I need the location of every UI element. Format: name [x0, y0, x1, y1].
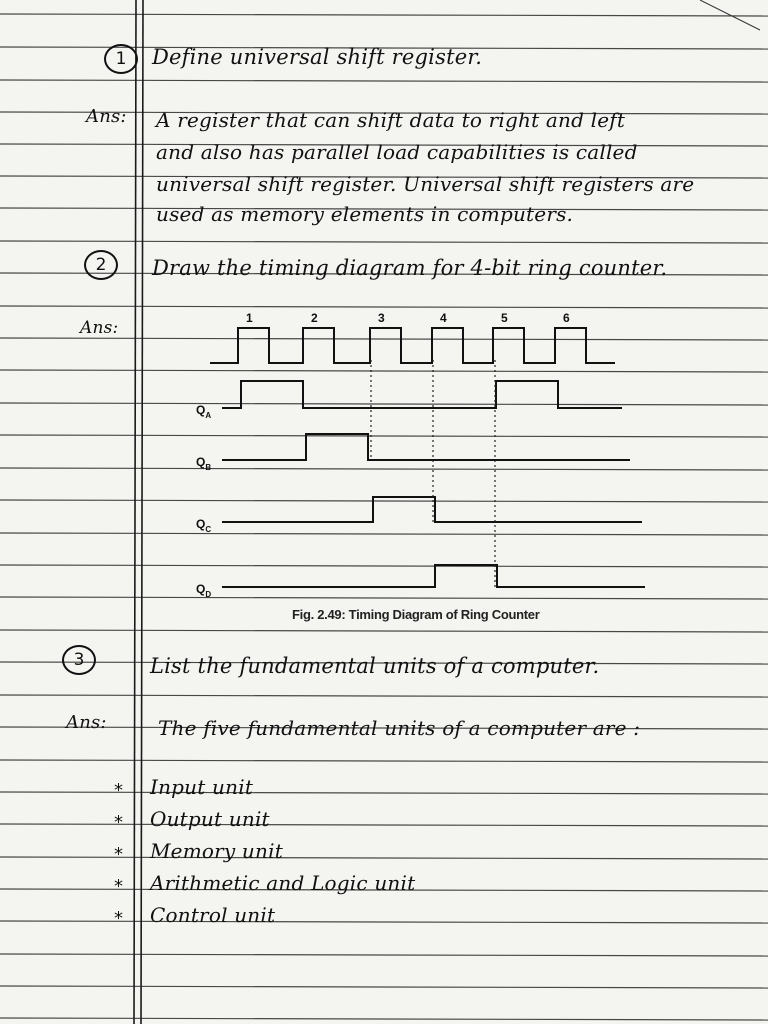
answer-1-line-2: and also has parallel load capabilities is called	[156, 140, 638, 164]
list-item-alu: Arithmetic and Logic unit	[150, 871, 416, 895]
bullet-marker: *	[114, 908, 123, 929]
signal-label: $Q_A$	[196, 403, 212, 420]
bullet-marker: *	[114, 876, 123, 897]
signal-waveform	[222, 565, 645, 587]
signal-waveform	[222, 434, 630, 460]
signal-label: $Q_C$	[196, 517, 212, 534]
answer-3-intro: The five fundamental units of a computer are :	[158, 716, 641, 740]
question-number-3: 3	[62, 645, 96, 675]
signal-waveform	[222, 497, 642, 522]
list-item-memory-unit: Memory unit	[150, 839, 283, 863]
question-1-text: Define universal shift register.	[152, 45, 483, 69]
list-item-input-unit: Input unit	[150, 775, 254, 799]
clock-pulse-label: 2	[311, 311, 318, 325]
bullet-marker: *	[114, 780, 123, 801]
signal-label: $Q_D$	[196, 582, 212, 599]
clock-pulse-label: 3	[378, 311, 385, 325]
bullet-marker: *	[114, 844, 123, 865]
question-3-text: List the fundamental units of a computer.	[150, 654, 600, 678]
ring-counter-timing-diagram	[190, 305, 660, 635]
question-number-2: 2	[84, 250, 118, 280]
signal-label: $Q_B$	[196, 455, 212, 472]
answer-1-line-1: A register that can shift data to right and left	[156, 108, 626, 132]
clock-pulse-label: 4	[440, 311, 447, 325]
signal-waveform	[222, 381, 622, 408]
answer-1-line-4: used as memory elements in computers.	[156, 202, 574, 226]
question-number-1: 1	[104, 44, 138, 74]
clock-pulse-label: 1	[246, 311, 253, 325]
clock-pulse-label: 6	[563, 311, 570, 325]
answer-1-line-3: universal shift register. Universal shift registers are	[156, 172, 695, 196]
answer-label-1: Ans:	[86, 106, 127, 127]
answer-label-3: Ans:	[66, 712, 107, 733]
bullet-marker: *	[114, 812, 123, 833]
list-item-control-unit: Control unit	[150, 903, 276, 927]
answer-label-2: Ans:	[80, 318, 119, 338]
clock-waveform	[210, 328, 615, 363]
clock-pulse-label: 5	[501, 311, 508, 325]
question-2-text: Draw the timing diagram for 4-bit ring counter.	[152, 256, 668, 280]
figure-caption: Fig. 2.49: Timing Diagram of Ring Counter	[292, 607, 540, 622]
list-item-output-unit: Output unit	[150, 807, 270, 831]
